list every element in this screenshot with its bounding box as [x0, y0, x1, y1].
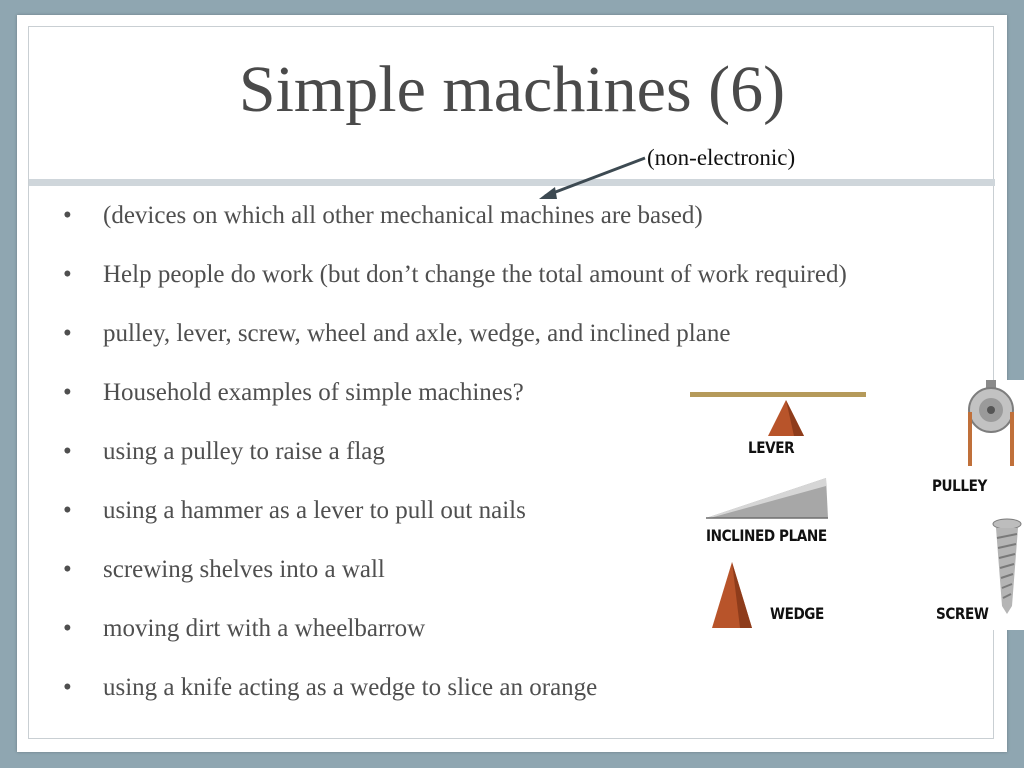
bullet-item — [57, 200, 897, 231]
bullet-text: using a hammer as a lever to pull out nails — [103, 497, 526, 524]
bullet-glyph: • — [63, 497, 72, 524]
wedge-label: WEDGE — [770, 604, 824, 623]
bullet-glyph: • — [63, 556, 72, 583]
slide-title: Simple machines (6) — [238, 53, 786, 126]
screw-icon — [990, 518, 1024, 616]
bullet-text: screwing shelves into a wall — [103, 556, 385, 583]
annotation-note: (non-electronic) — [647, 145, 796, 170]
simple-machines-illustration — [690, 380, 1024, 630]
bullet-glyph: • — [63, 202, 72, 229]
inclined-plane-icon — [704, 476, 832, 520]
bullet-text: pulley, lever, screw, wheel and axle, wedge, and inclined plane — [103, 320, 731, 347]
pulley-icon — [964, 380, 1024, 468]
screw-label: SCREW — [936, 604, 989, 623]
title-divider — [29, 179, 995, 186]
bullet-glyph: • — [63, 674, 72, 701]
bullet-text: Help people do work (but don’t change the total amount of work required) — [103, 261, 847, 288]
wedge-icon — [708, 560, 758, 630]
bullet-text: using a pulley to raise a flag — [103, 438, 385, 465]
bullet-item — [57, 672, 897, 703]
bullet-text: (devices on which all other mechanical machines are based) — [103, 202, 703, 229]
lever-icon — [690, 388, 870, 443]
inclined-plane-label: INCLINED PLANE — [706, 526, 827, 545]
bullet-text: moving dirt with a wheelbarrow — [103, 615, 426, 642]
pulley-label: PULLEY — [932, 476, 987, 495]
bullet-glyph: • — [63, 261, 72, 288]
bullet-glyph: • — [63, 379, 72, 406]
bullet-glyph: • — [63, 438, 72, 465]
lever-label: LEVER — [748, 438, 795, 457]
bullet-item — [57, 318, 897, 349]
bullet-text: Household examples of simple machines? — [103, 379, 524, 406]
bullet-text: using a knife acting as a wedge to slice an orange — [103, 674, 598, 701]
bullet-glyph: • — [63, 615, 72, 642]
bullet-item — [57, 259, 897, 290]
bullet-glyph: • — [63, 320, 72, 347]
